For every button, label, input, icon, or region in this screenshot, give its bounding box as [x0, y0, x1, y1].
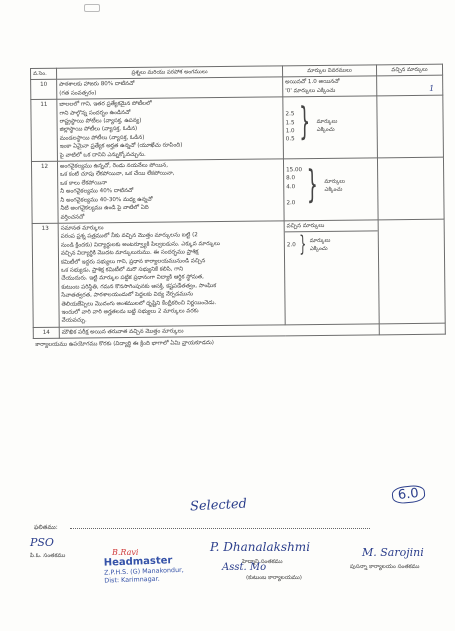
row-line: (గత సంవత్సరం) — [59, 90, 97, 97]
row-score — [378, 219, 445, 324]
po-signature: PSO — [30, 536, 54, 549]
row-line: వర్తించనచో — [60, 213, 85, 221]
row-description — [57, 77, 283, 99]
table-row-11 — [31, 95, 444, 161]
row-line: సేవాతత్వరత, పాఠశాలయందులో పెద్దలకు విద్య నేర్పడమును — [61, 291, 194, 299]
marks-note: ఎక్కించు — [316, 126, 335, 134]
marks-value: 15.00 — [286, 167, 303, 174]
scholarship-marks-table — [30, 64, 446, 351]
stamp-school: Z.P.H.S. (G) Manakondur, — [103, 565, 184, 577]
marks-value: 2.0 — [286, 242, 296, 249]
marks-note: మార్కులు — [316, 118, 338, 126]
table-row-13 — [32, 219, 445, 327]
row-line: నీ అంగవైకల్యము 40-30% మధ్య ఉన్నచో — [60, 196, 153, 204]
row-description — [58, 221, 285, 327]
row-score — [379, 323, 445, 335]
footer-note: కార్యాలయము ఉపయోగము కొరకు (విద్యార్థి ఈ క్రింది భాగాలో ఏమి వ్రాయకూడదు) — [35, 340, 214, 349]
row-score — [377, 76, 443, 97]
hm-signature-2: Asst. Mo — [222, 562, 267, 573]
row-line: సమానత మార్కులు — [60, 225, 104, 232]
marks-note: ఎక్కించు — [309, 246, 328, 253]
stamp-district: Dist: Karimnagar. — [104, 574, 160, 585]
headmaster-signature: B.Ravi — [112, 548, 139, 557]
row-line: కుటుంబ పరిస్థితి, గమన కొనసాగింపునకు ఆసక్తి, కష్టపడేతత్వం, సాంఘిక — [61, 282, 217, 291]
row-line: గాని పాల్గొన్న సందర్భం ఉండినచో — [59, 109, 131, 117]
row-marks — [283, 96, 378, 159]
row-line: కమిటీలో ఇద్దరు సభ్యులు గాని, ప్రధాన కార్యాలయమునుండి వచ్చిన — [61, 257, 206, 266]
row-description — [57, 159, 284, 223]
third-signature: M. Sarojini — [362, 546, 424, 559]
row-score — [377, 95, 444, 158]
marks-value: 0.5 — [285, 136, 295, 143]
marks-value: 2.5 — [285, 111, 295, 118]
marks-value: 4.0 — [286, 184, 296, 191]
row-marks — [284, 220, 379, 325]
header-marks: మార్కుల వివరములు — [282, 65, 376, 77]
po-signature-label: పి.ఓ. సంతకము — [30, 553, 66, 559]
row-line: రాష్ట్రస్థాయి పోటీలు (వ్యాసక్త, ఉపన్య) — [59, 117, 142, 125]
row-line: ఒక కాలు లేకపోయినా — [60, 180, 108, 187]
row-line: వేయవచ్చు. — [61, 317, 87, 325]
marks-text: '0' మార్కులు ఎక్కించు — [285, 87, 336, 95]
marks-text: అయినచో 1.0 అయినచో — [285, 79, 340, 86]
total-score: 6.0 — [391, 484, 425, 504]
marks-subheader: వచ్చిన మార్కులు — [286, 222, 325, 230]
row-line: నీటి అంగవైకల్యము ఉండి పై వాటిలో ఏది — [60, 204, 149, 212]
marks-value: 8.0 — [286, 175, 296, 182]
row-number: 12 — [31, 161, 58, 223]
row-line: అంగవైకల్యము ఉన్నచో, రెండు నయనేలు పోయిన, — [60, 162, 168, 170]
header-description: ప్రశ్నలు మరియు పరపోశ అంగములు — [57, 66, 283, 80]
decision-underline — [70, 528, 370, 529]
row-marks — [283, 158, 378, 221]
row-line: పరంప ప్రశ్న పత్రములో నీకు వచ్చిన మొత్తం మార్కులను బట్టి (2 — [60, 232, 198, 240]
row-score — [377, 157, 444, 220]
row-number: 10 — [31, 80, 57, 100]
row-line: బాలలలో గాని, ఇతర ప్రత్యేకమైన పోటీలలో — [59, 100, 152, 108]
row-line: మండలస్థాయి పోటీలు (వ్యాసక్త, ఓడిన) — [59, 134, 145, 142]
marks-value: 1.0 — [285, 128, 295, 135]
brace-mark: } — [298, 99, 311, 144]
marks-value: 2.0 — [286, 200, 296, 207]
table-row-12 — [31, 157, 444, 223]
row-line: ఒక సభ్యుడు, ప్రాశిక్ష కమిటీలో మరొ సభ్యునికే కలిసి, గాని — [61, 266, 184, 274]
brace-mark: } — [306, 161, 319, 206]
row-line: పై వాటిలో ఒక దానిని ఎన్నుక్కోవచ్చును. — [59, 151, 146, 159]
row-line: మౌఖిక పరీక్ష అయిన తరువాత వచ్చిన మొత్తం మార్కులు — [61, 328, 184, 336]
brace-mark: } — [299, 232, 307, 258]
row-number: 13 — [32, 223, 59, 327]
top-margin — [30, 28, 440, 64]
header-number: వ.సెం. — [31, 68, 57, 80]
score-value: 1 — [429, 84, 435, 94]
hm-signature-sub: (కుటుంబ కార్యాలయము) — [246, 575, 302, 581]
row-marks — [283, 76, 377, 97]
marks-note: మార్కులు — [309, 238, 331, 245]
marks-note: మార్కులు — [324, 178, 346, 185]
row-line: పాఠశాలకు హాజరు 80% దాటినచో — [59, 81, 135, 89]
headmaster-stamp — [104, 554, 197, 584]
stamp-title: Headmaster — [103, 555, 173, 569]
row-line: తెలియజేప్పెలు మొదంగు అంశములలో ధృష్టిని కేంద్రీకరించి నిర్ణయించెడు. — [61, 299, 217, 308]
row-line: నుండి క్రిందకు) విద్యార్థులకు అంటర్వ్యూకి పిల్వబడును. ఎక్కువ మార్కులు — [60, 240, 220, 249]
row-number: 14 — [33, 327, 59, 339]
row-description — [57, 97, 284, 161]
row-line: చేయుదురు. ఇట్టి మార్కుల పట్టిక ప్రధానంగా విద్యాకి ఆర్థిక స్థోమత, — [61, 274, 204, 283]
hm-signature: P. Dhanalakshmi — [210, 540, 311, 554]
row-line: నీ అంగవైకల్యము 40% దాటినచో — [60, 188, 134, 195]
row-line: ఇంకా ఏమైనా ప్రత్యేక అర్హత ఉన్నచో (యూఖేచు రూపింది) — [59, 142, 183, 150]
row-line: జిల్లాస్థాయి పోటీలు (వ్యాసక్త, ఓడిన) — [59, 126, 138, 134]
staple-mark — [84, 4, 100, 12]
decision-label: ఫలితము: — [34, 524, 58, 531]
row-line: వచ్చిన విద్యార్థికి మొదట మార్కులురుము. ఈ సందర్భము ప్రాశిక్ష — [60, 249, 199, 257]
row-line: ఇందులో వారి వారి అర్హతలను బట్టి సభ్యులు 2 మార్కులు వరకు — [61, 308, 199, 316]
marks-value: 1.5 — [285, 119, 295, 126]
marks-note: ఎక్కించు — [324, 186, 343, 193]
row-line: ఒక కంటి చూపు లేకపోయినా, ఒక చేయి లేకపోయినా, — [60, 170, 175, 179]
header-score: వచ్చిన మార్కులు — [376, 64, 442, 76]
hm-signature-label: హెడ్మాని సంతకము — [242, 559, 283, 565]
decision-value: Selected — [189, 496, 248, 515]
third-signature-label: పుసన్నా కార్యాలయం సంతకము — [350, 564, 420, 570]
row-number: 11 — [31, 99, 58, 161]
